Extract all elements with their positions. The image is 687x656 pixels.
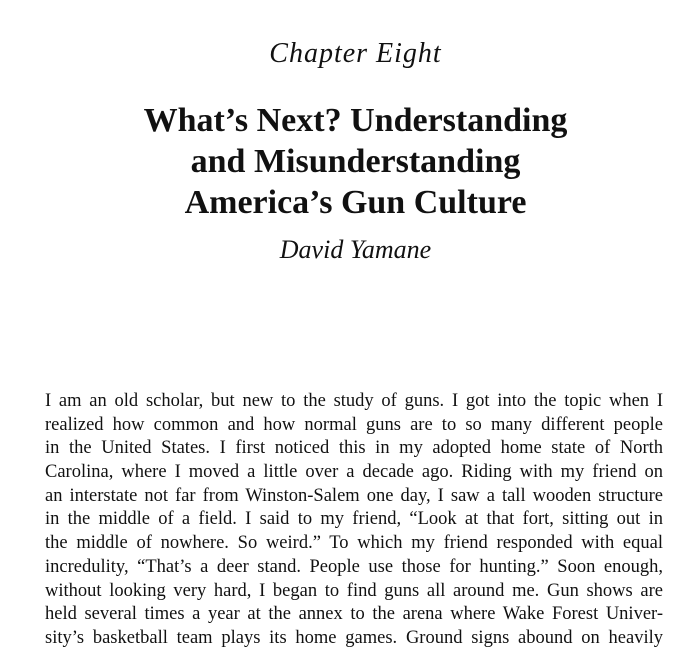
author-name: David Yamane <box>279 235 432 264</box>
chapter-title <box>0 100 687 223</box>
body-paragraph <box>45 390 663 651</box>
text-line: I am an old scholar, but new to the study of guns. I got into the topic when I <box>45 391 663 411</box>
text-line: in the middle of a field. I said to my friend, “Look at that fort, sitting out in <box>45 509 663 530</box>
chapter-title-line: and Misunderstanding <box>190 143 521 180</box>
text-line: an interstate not far from Winston-Salem one day, I saw a tall wooden structure <box>45 485 663 506</box>
text-line: sity’s basketball team plays its home games. Ground signs abound on heavily <box>45 627 663 648</box>
chapter-title-line: What’s Next? Understanding <box>143 102 568 139</box>
text-line: incredulity, “That’s a deer stand. People use those for hunting.” Soon enough, <box>45 556 663 577</box>
text-line: Carolina, where I moved a little over a decade ago. Riding with my friend on <box>45 462 663 483</box>
chapter-title-line: America’s Gun Culture <box>184 184 527 221</box>
text-line: realized how common and how normal guns are to so many different people <box>45 414 663 435</box>
chapter-label: Chapter Eight <box>269 38 442 69</box>
text-line: in the United States. I first noticed this in my adopted home state of North <box>45 438 663 459</box>
text-line: the middle of nowhere. So weird.” To which my friend responded with equal <box>45 533 663 554</box>
text-line: held several times a year at the annex to the arena where Wake Forest Univer- <box>45 604 663 625</box>
text-line: without looking very hard, I began to find guns all around me. Gun shows are <box>45 580 663 601</box>
